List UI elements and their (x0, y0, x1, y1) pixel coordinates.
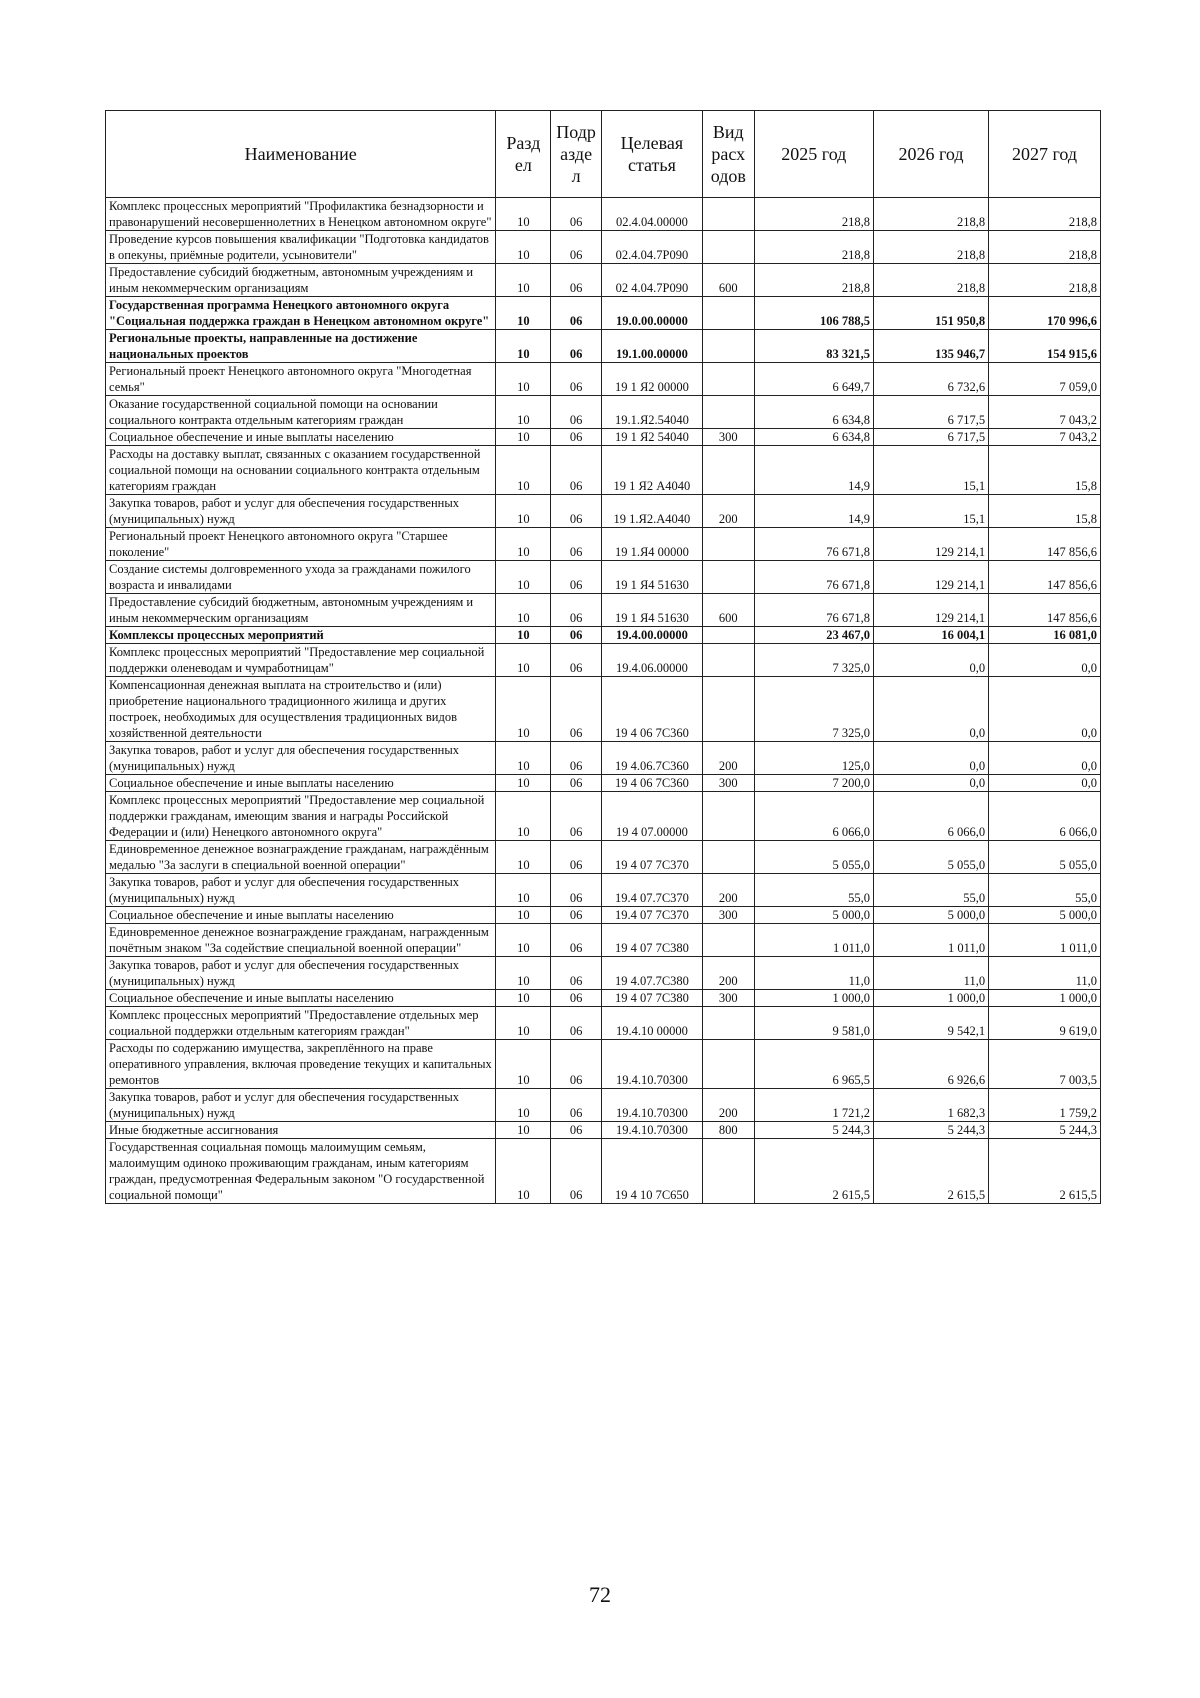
cell-podrazdel: 06 (551, 264, 602, 297)
cell-razdel: 10 (496, 231, 551, 264)
cell-vid: 300 (702, 990, 754, 1007)
cell-vid: 200 (702, 874, 754, 907)
table-row (106, 1040, 1101, 1089)
cell-name: Социальное обеспечение и иные выплаты населению (106, 775, 496, 792)
cell-2027: 218,8 (989, 264, 1101, 297)
cell-razdel: 10 (496, 1139, 551, 1204)
cell-name: Социальное обеспечение и иные выплаты населению (106, 429, 496, 446)
cell-razdel: 10 (496, 446, 551, 495)
cell-2025: 14,9 (754, 446, 873, 495)
table-row (106, 1122, 1101, 1139)
cell-tselevaya: 19.1.00.00000 (601, 330, 702, 363)
cell-name: Комплекс процессных мероприятий "Профилактика безнадзорности и правонарушений несовершеннолетних в Ненецком автономном округе" (106, 198, 496, 231)
cell-2027: 7 043,2 (989, 396, 1101, 429)
cell-tselevaya: 19 4 06 7С360 (601, 677, 702, 742)
cell-vid (702, 363, 754, 396)
table-row (106, 528, 1101, 561)
cell-2025: 14,9 (754, 495, 873, 528)
cell-tselevaya: 19 4 07 7С380 (601, 924, 702, 957)
cell-name: Региональный проект Ненецкого автономного округа "Старшее поколение" (106, 528, 496, 561)
table-row (106, 627, 1101, 644)
cell-podrazdel: 06 (551, 297, 602, 330)
cell-2025: 1 721,2 (754, 1089, 873, 1122)
table-row (106, 957, 1101, 990)
cell-2025: 6 634,8 (754, 429, 873, 446)
table-row (106, 561, 1101, 594)
cell-podrazdel: 06 (551, 561, 602, 594)
cell-2026: 6 732,6 (874, 363, 989, 396)
cell-vid (702, 297, 754, 330)
cell-2025: 6 634,8 (754, 396, 873, 429)
table-row (106, 198, 1101, 231)
table-row (106, 907, 1101, 924)
cell-podrazdel: 06 (551, 231, 602, 264)
cell-2026: 9 542,1 (874, 1007, 989, 1040)
cell-2026: 11,0 (874, 957, 989, 990)
cell-tselevaya: 19 4 10 7С650 (601, 1139, 702, 1204)
cell-podrazdel: 06 (551, 495, 602, 528)
cell-2027: 15,8 (989, 495, 1101, 528)
cell-razdel: 10 (496, 627, 551, 644)
table-row (106, 1139, 1101, 1204)
cell-vid (702, 1139, 754, 1204)
header-tselevaya: Целевая статья (601, 111, 702, 198)
cell-vid (702, 924, 754, 957)
cell-2025: 76 671,8 (754, 528, 873, 561)
cell-podrazdel: 06 (551, 1007, 602, 1040)
cell-2025: 5 000,0 (754, 907, 873, 924)
cell-2026: 0,0 (874, 644, 989, 677)
cell-razdel: 10 (496, 677, 551, 742)
cell-2025: 55,0 (754, 874, 873, 907)
cell-2025: 23 467,0 (754, 627, 873, 644)
table-row (106, 396, 1101, 429)
cell-2026: 218,8 (874, 198, 989, 231)
cell-vid (702, 231, 754, 264)
cell-podrazdel: 06 (551, 742, 602, 775)
cell-razdel: 10 (496, 363, 551, 396)
cell-vid: 600 (702, 264, 754, 297)
cell-2026: 0,0 (874, 742, 989, 775)
cell-razdel: 10 (496, 1040, 551, 1089)
table-row (106, 330, 1101, 363)
cell-2027: 7 003,5 (989, 1040, 1101, 1089)
cell-2026: 135 946,7 (874, 330, 989, 363)
cell-2025: 6 649,7 (754, 363, 873, 396)
table-row (106, 594, 1101, 627)
table-row (106, 742, 1101, 775)
cell-vid (702, 1007, 754, 1040)
cell-podrazdel: 06 (551, 594, 602, 627)
cell-2026: 5 055,0 (874, 841, 989, 874)
cell-name: Предоставление субсидий бюджетным, автономным учреждениям и иным некоммерческим организациям (106, 594, 496, 627)
cell-2027: 0,0 (989, 775, 1101, 792)
cell-vid: 200 (702, 495, 754, 528)
cell-2025: 218,8 (754, 231, 873, 264)
cell-2025: 7 200,0 (754, 775, 873, 792)
cell-2025: 7 325,0 (754, 677, 873, 742)
header-name: Наименование (106, 111, 496, 198)
cell-2025: 11,0 (754, 957, 873, 990)
header-vid: Вид расх одов (702, 111, 754, 198)
cell-podrazdel: 06 (551, 330, 602, 363)
cell-name: Компенсационная денежная выплата на строительство и (или) приобретение национального традиционного жилища и других построек, необходимых для осуществления традиционных видов хозяйственной деятельности (106, 677, 496, 742)
table-row (106, 644, 1101, 677)
cell-2025: 5 055,0 (754, 841, 873, 874)
cell-podrazdel: 06 (551, 1040, 602, 1089)
cell-tselevaya: 19.4.10.70300 (601, 1040, 702, 1089)
cell-name: Закупка товаров, работ и услуг для обеспечения государственных (муниципальных) нужд (106, 957, 496, 990)
cell-2026: 2 615,5 (874, 1139, 989, 1204)
cell-vid: 300 (702, 775, 754, 792)
cell-2026: 15,1 (874, 446, 989, 495)
cell-2027: 218,8 (989, 231, 1101, 264)
cell-razdel: 10 (496, 742, 551, 775)
cell-vid: 300 (702, 907, 754, 924)
cell-razdel: 10 (496, 1122, 551, 1139)
cell-razdel: 10 (496, 644, 551, 677)
cell-podrazdel: 06 (551, 924, 602, 957)
cell-razdel: 10 (496, 198, 551, 231)
cell-2025: 7 325,0 (754, 644, 873, 677)
cell-name: Государственная социальная помощь малоимущим семьям, малоимущим одиноко проживающим гражданам, иным категориям граждан, предусмотренная Федеральным законом "О государственной социальной помощи" (106, 1139, 496, 1204)
cell-vid (702, 644, 754, 677)
table-body (106, 198, 1101, 1204)
cell-2026: 0,0 (874, 677, 989, 742)
cell-razdel: 10 (496, 1007, 551, 1040)
cell-razdel: 10 (496, 792, 551, 841)
cell-razdel: 10 (496, 874, 551, 907)
cell-vid (702, 330, 754, 363)
table-row (106, 363, 1101, 396)
cell-2027: 1 759,2 (989, 1089, 1101, 1122)
cell-2027: 6 066,0 (989, 792, 1101, 841)
table-row (106, 841, 1101, 874)
table-row (106, 446, 1101, 495)
cell-2026: 1 000,0 (874, 990, 989, 1007)
cell-2027: 7 059,0 (989, 363, 1101, 396)
page-number: 72 (589, 1582, 611, 1607)
cell-tselevaya: 02.4.04.7Р090 (601, 231, 702, 264)
cell-vid: 600 (702, 594, 754, 627)
header-podrazdel: Подр азде л (551, 111, 602, 198)
cell-name: Закупка товаров, работ и услуг для обеспечения государственных (муниципальных) нужд (106, 495, 496, 528)
cell-2027: 1 011,0 (989, 924, 1101, 957)
cell-2025: 218,8 (754, 198, 873, 231)
cell-tselevaya: 19 4 07 7С380 (601, 990, 702, 1007)
cell-tselevaya: 19 1 Я2 00000 (601, 363, 702, 396)
cell-podrazdel: 06 (551, 874, 602, 907)
cell-2027: 1 000,0 (989, 990, 1101, 1007)
cell-podrazdel: 06 (551, 627, 602, 644)
cell-2027: 5 244,3 (989, 1122, 1101, 1139)
table-row (106, 429, 1101, 446)
cell-2026: 129 214,1 (874, 594, 989, 627)
cell-tselevaya: 19.4 07 7С370 (601, 907, 702, 924)
cell-name: Комплексы процессных мероприятий (106, 627, 496, 644)
cell-name: Единовременное денежное вознаграждение гражданам, награжденным почётным знаком "За содействие специальной военной операции" (106, 924, 496, 957)
cell-name: Предоставление субсидий бюджетным, автономным учреждениям и иным некоммерческим организациям (106, 264, 496, 297)
cell-vid (702, 396, 754, 429)
table-row (106, 775, 1101, 792)
cell-vid (702, 677, 754, 742)
cell-2026: 151 950,8 (874, 297, 989, 330)
cell-2026: 0,0 (874, 775, 989, 792)
header-2027: 2027 год (989, 111, 1101, 198)
cell-name: Создание системы долговременного ухода за гражданами пожилого возраста и инвалидами (106, 561, 496, 594)
cell-tselevaya: 19 4.06.7С360 (601, 742, 702, 775)
cell-podrazdel: 06 (551, 990, 602, 1007)
cell-tselevaya: 19 4 06 7С360 (601, 775, 702, 792)
cell-podrazdel: 06 (551, 1122, 602, 1139)
cell-name: Проведение курсов повышения квалификации "Подготовка кандидатов в опекуны, приёмные родители, усыновители" (106, 231, 496, 264)
cell-tselevaya: 19 1.Я2.А4040 (601, 495, 702, 528)
cell-podrazdel: 06 (551, 446, 602, 495)
cell-name: Закупка товаров, работ и услуг для обеспечения государственных (муниципальных) нужд (106, 1089, 496, 1122)
cell-2027: 5 055,0 (989, 841, 1101, 874)
cell-name: Социальное обеспечение и иные выплаты населению (106, 907, 496, 924)
cell-2026: 5 000,0 (874, 907, 989, 924)
cell-2027: 9 619,0 (989, 1007, 1101, 1040)
cell-razdel: 10 (496, 528, 551, 561)
cell-podrazdel: 06 (551, 429, 602, 446)
table-row (106, 1089, 1101, 1122)
cell-name: Расходы по содержанию имущества, закреплённого на праве оперативного управления, включая проведение текущих и капитальных ремонтов (106, 1040, 496, 1089)
cell-tselevaya: 19 1 Я2 А4040 (601, 446, 702, 495)
cell-vid (702, 198, 754, 231)
cell-tselevaya: 19.1.Я2.54040 (601, 396, 702, 429)
cell-tselevaya: 19.4.00.00000 (601, 627, 702, 644)
cell-name: Комплекс процессных мероприятий "Предоставление отдельных мер социальной поддержки отдельным категориям граждан" (106, 1007, 496, 1040)
cell-2025: 83 321,5 (754, 330, 873, 363)
cell-2027: 15,8 (989, 446, 1101, 495)
cell-razdel: 10 (496, 561, 551, 594)
cell-vid (702, 792, 754, 841)
cell-razdel: 10 (496, 396, 551, 429)
cell-2026: 16 004,1 (874, 627, 989, 644)
cell-razdel: 10 (496, 924, 551, 957)
cell-2026: 218,8 (874, 231, 989, 264)
cell-2025: 106 788,5 (754, 297, 873, 330)
cell-tselevaya: 19 1 Я4 51630 (601, 594, 702, 627)
cell-2027: 170 996,6 (989, 297, 1101, 330)
cell-2027: 147 856,6 (989, 561, 1101, 594)
cell-podrazdel: 06 (551, 644, 602, 677)
cell-podrazdel: 06 (551, 775, 602, 792)
cell-razdel: 10 (496, 429, 551, 446)
cell-vid (702, 627, 754, 644)
cell-2025: 76 671,8 (754, 594, 873, 627)
header-2025: 2025 год (754, 111, 873, 198)
cell-tselevaya: 02 4.04.7Р090 (601, 264, 702, 297)
cell-2025: 76 671,8 (754, 561, 873, 594)
cell-2026: 1 011,0 (874, 924, 989, 957)
cell-2025: 1 000,0 (754, 990, 873, 1007)
cell-2027: 147 856,6 (989, 594, 1101, 627)
cell-podrazdel: 06 (551, 907, 602, 924)
cell-2027: 218,8 (989, 198, 1101, 231)
cell-razdel: 10 (496, 1089, 551, 1122)
cell-tselevaya: 19 1 Я4 51630 (601, 561, 702, 594)
table-row (106, 264, 1101, 297)
cell-name: Единовременное денежное вознаграждение гражданам, награждённым медалью "За заслуги в специальной военной операции" (106, 841, 496, 874)
cell-vid (702, 446, 754, 495)
table-row (106, 924, 1101, 957)
cell-2027: 55,0 (989, 874, 1101, 907)
cell-podrazdel: 06 (551, 363, 602, 396)
cell-tselevaya: 19 4 07 7С370 (601, 841, 702, 874)
cell-2025: 6 066,0 (754, 792, 873, 841)
cell-2027: 11,0 (989, 957, 1101, 990)
header-2026: 2026 год (874, 111, 989, 198)
cell-2025: 9 581,0 (754, 1007, 873, 1040)
cell-name: Социальное обеспечение и иные выплаты населению (106, 990, 496, 1007)
cell-2025: 5 244,3 (754, 1122, 873, 1139)
cell-razdel: 10 (496, 990, 551, 1007)
cell-2027: 154 915,6 (989, 330, 1101, 363)
cell-vid: 800 (702, 1122, 754, 1139)
cell-name: Закупка товаров, работ и услуг для обеспечения государственных (муниципальных) нужд (106, 742, 496, 775)
cell-razdel: 10 (496, 775, 551, 792)
cell-2025: 218,8 (754, 264, 873, 297)
cell-2025: 125,0 (754, 742, 873, 775)
cell-2026: 129 214,1 (874, 528, 989, 561)
cell-vid: 200 (702, 1089, 754, 1122)
cell-podrazdel: 06 (551, 957, 602, 990)
cell-podrazdel: 06 (551, 792, 602, 841)
cell-razdel: 10 (496, 841, 551, 874)
cell-vid: 200 (702, 742, 754, 775)
budget-table (105, 110, 1101, 1204)
table-row (106, 495, 1101, 528)
cell-vid: 200 (702, 957, 754, 990)
cell-tselevaya: 19.4 07.7С370 (601, 874, 702, 907)
cell-2027: 0,0 (989, 677, 1101, 742)
cell-2026: 5 244,3 (874, 1122, 989, 1139)
cell-2027: 16 081,0 (989, 627, 1101, 644)
cell-name: Иные бюджетные ассигнования (106, 1122, 496, 1139)
cell-vid: 300 (702, 429, 754, 446)
cell-razdel: 10 (496, 297, 551, 330)
cell-2026: 6 717,5 (874, 429, 989, 446)
table-row (106, 1007, 1101, 1040)
cell-vid (702, 528, 754, 561)
cell-razdel: 10 (496, 264, 551, 297)
cell-name: Комплекс процессных мероприятий "Предоставление мер социальной поддержки оленеводам и чумработницам" (106, 644, 496, 677)
cell-tselevaya: 19 1 Я2 54040 (601, 429, 702, 446)
cell-podrazdel: 06 (551, 1089, 602, 1122)
cell-vid (702, 561, 754, 594)
cell-name: Оказание государственной социальной помощи на основании социального контракта отдельным категориям граждан (106, 396, 496, 429)
cell-razdel: 10 (496, 594, 551, 627)
cell-2026: 6 066,0 (874, 792, 989, 841)
cell-name: Комплекс процессных мероприятий "Предоставление мер социальной поддержки гражданам, имеющим звания и награды Российской Федерации и (или) Ненецкого автономного округа" (106, 792, 496, 841)
cell-2026: 55,0 (874, 874, 989, 907)
cell-2027: 2 615,5 (989, 1139, 1101, 1204)
cell-2026: 15,1 (874, 495, 989, 528)
cell-2025: 1 011,0 (754, 924, 873, 957)
cell-vid (702, 1040, 754, 1089)
cell-2026: 6 926,6 (874, 1040, 989, 1089)
cell-tselevaya: 19.0.00.00000 (601, 297, 702, 330)
table-row (106, 874, 1101, 907)
cell-tselevaya: 19.4.10.70300 (601, 1089, 702, 1122)
cell-name: Региональный проект Ненецкого автономного округа "Многодетная семья" (106, 363, 496, 396)
cell-tselevaya: 19.4.10 00000 (601, 1007, 702, 1040)
cell-razdel: 10 (496, 330, 551, 363)
table-row (106, 231, 1101, 264)
cell-tselevaya: 19.4.06.00000 (601, 644, 702, 677)
cell-2027: 5 000,0 (989, 907, 1101, 924)
cell-2027: 0,0 (989, 742, 1101, 775)
cell-podrazdel: 06 (551, 841, 602, 874)
cell-razdel: 10 (496, 495, 551, 528)
cell-2026: 1 682,3 (874, 1089, 989, 1122)
cell-name: Государственная программа Ненецкого автономного округа "Социальная поддержка граждан в Ненецком автономном округе" (106, 297, 496, 330)
cell-razdel: 10 (496, 957, 551, 990)
cell-podrazdel: 06 (551, 677, 602, 742)
cell-2027: 0,0 (989, 644, 1101, 677)
table-header-row (106, 111, 1101, 198)
cell-name: Расходы на доставку выплат, связанных с оказанием государственной социальной помощи на основании социального контракта отдельным категориям граждан (106, 446, 496, 495)
cell-tselevaya: 19 4 07.00000 (601, 792, 702, 841)
cell-podrazdel: 06 (551, 396, 602, 429)
cell-name: Региональные проекты, направленные на достижение национальных проектов (106, 330, 496, 363)
cell-tselevaya: 19 4.07.7С380 (601, 957, 702, 990)
cell-2027: 147 856,6 (989, 528, 1101, 561)
cell-2025: 2 615,5 (754, 1139, 873, 1204)
cell-podrazdel: 06 (551, 528, 602, 561)
table-row (106, 990, 1101, 1007)
cell-tselevaya: 02.4.04.00000 (601, 198, 702, 231)
table-row (106, 677, 1101, 742)
cell-2027: 7 043,2 (989, 429, 1101, 446)
table-row (106, 792, 1101, 841)
table-row (106, 297, 1101, 330)
cell-2026: 6 717,5 (874, 396, 989, 429)
cell-2026: 218,8 (874, 264, 989, 297)
cell-name: Закупка товаров, работ и услуг для обеспечения государственных (муниципальных) нужд (106, 874, 496, 907)
cell-podrazdel: 06 (551, 198, 602, 231)
header-razdel: Разд ел (496, 111, 551, 198)
cell-razdel: 10 (496, 907, 551, 924)
cell-vid (702, 841, 754, 874)
cell-podrazdel: 06 (551, 1139, 602, 1204)
cell-2025: 6 965,5 (754, 1040, 873, 1089)
cell-tselevaya: 19.4.10.70300 (601, 1122, 702, 1139)
cell-2026: 129 214,1 (874, 561, 989, 594)
cell-tselevaya: 19 1.Я4 00000 (601, 528, 702, 561)
